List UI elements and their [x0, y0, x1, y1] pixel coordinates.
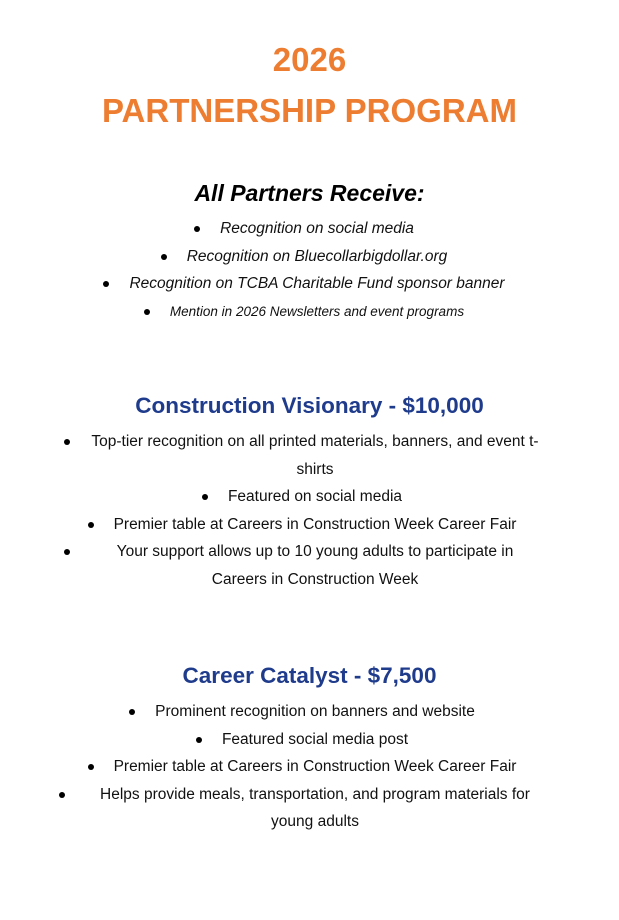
list-item-text: Mention in 2026 Newsletters and event programs	[170, 300, 464, 324]
tier-benefits-list	[58, 698, 572, 836]
tier-benefits-list	[58, 428, 572, 593]
list-item-text: Premier table at Careers in Construction Week Career Fair	[114, 753, 517, 781]
list-item	[58, 781, 572, 836]
tier-heading-construction-visionary: Construction Visionary - $10,000	[135, 393, 484, 418]
list-item-text: Helps provide meals, transportation, and program materials for young adults	[85, 781, 545, 836]
page-title: PARTNERSHIP PROGRAM	[102, 92, 517, 129]
list-item	[60, 272, 574, 300]
list-item-text: Top-tier recognition on all printed materials, banners, and event t-shirts	[90, 428, 540, 483]
list-item	[58, 511, 572, 539]
list-item	[60, 217, 574, 245]
tier-heading-career-catalyst: Career Catalyst - $7,500	[182, 663, 437, 688]
list-item	[60, 300, 574, 328]
list-item	[58, 483, 572, 511]
list-item	[58, 726, 572, 754]
page-title-year: 2026	[272, 41, 347, 78]
list-item-text: Your support allows up to 10 young adults to participate in Careers in Construction Week	[90, 538, 540, 593]
list-item	[58, 698, 572, 726]
list-item-text: Recognition on social media	[220, 217, 414, 241]
list-item	[58, 753, 572, 781]
all-partners-heading: All Partners Receive:	[194, 180, 425, 206]
list-item	[58, 428, 572, 483]
list-item-text: Prominent recognition on banners and website	[155, 698, 475, 726]
list-item-text: Featured social media post	[222, 726, 408, 754]
list-item-text: Premier table at Careers in Construction Week Career Fair	[114, 511, 517, 539]
all-partners-list	[60, 217, 574, 327]
list-item-text: Featured on social media	[228, 483, 402, 511]
list-item	[58, 538, 572, 593]
list-item	[60, 245, 574, 273]
list-item-text: Recognition on Bluecollarbigdollar.org	[187, 245, 448, 269]
list-item-text: Recognition on TCBA Charitable Fund sponsor banner	[129, 272, 504, 296]
